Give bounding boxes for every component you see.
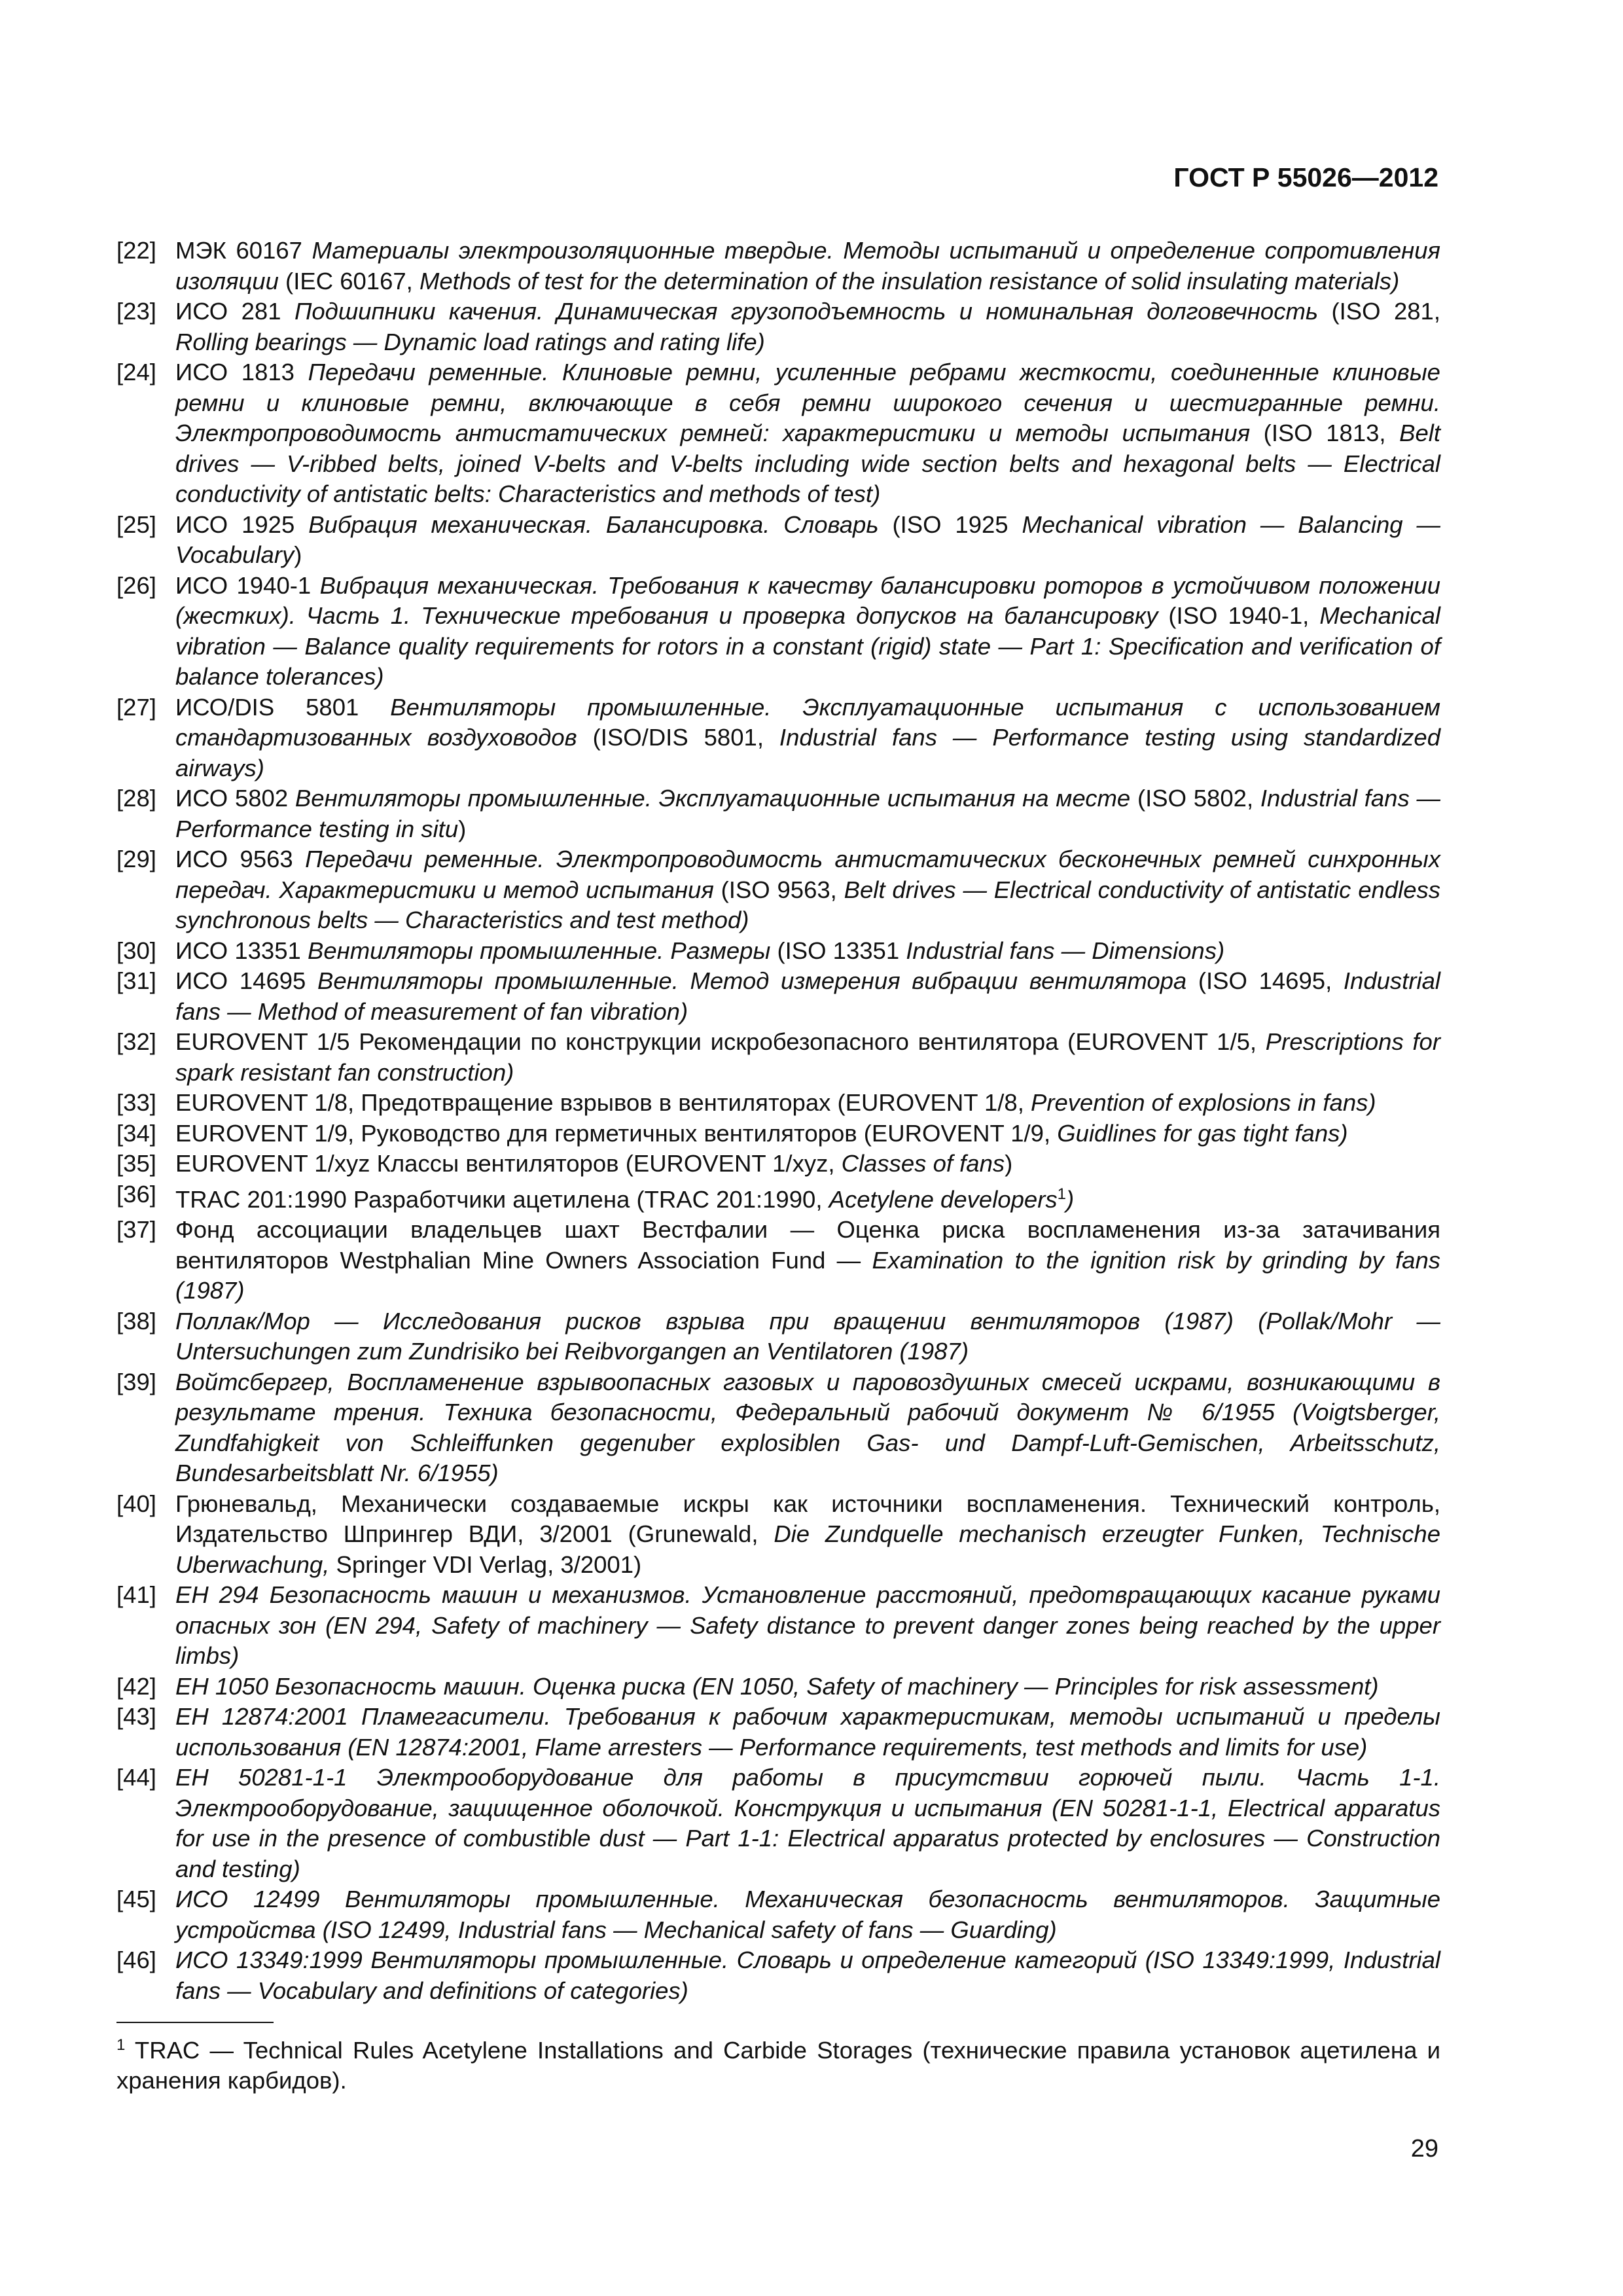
footnote-ref-mark: 1 [1057,1185,1066,1203]
reference-segment: EUROVENT 1/8, Предотвращение взрывов в вентиляторах (EUROVENT 1/8, [175,1089,1031,1116]
reference-segment: ИСО 5802 [175,785,295,812]
reference-segment: ИСО 13349:1999 Вентиляторы промышленные. Словарь и определение категорий (ISO 13349:1999, Industrial fans — Vocabulary and definitions of categories) [175,1946,1440,2004]
reference-number: [34] [116,1119,156,1147]
reference-number: [33] [116,1089,156,1116]
reference-text [175,1088,1440,1119]
reference-segment: EUROVENT 1/9, Руководство для герметичных вентиляторов (EUROVENT 1/9, [175,1119,1058,1147]
reference-number: [41] [116,1581,156,1609]
reference-segment: Вибрация механическая. Требования к качеству балансировки роторов в устойчивом положении (жестких). Часть 1. Технические требования и проверка допусков на балансировку [175,571,1440,629]
reference-number: [26] [116,571,156,599]
reference-segment: Вентиляторы промышленные. Метод измерения вибрации вентилятора [317,967,1187,994]
reference-segment: ) [458,815,467,842]
reference-segment: (ISO/DIS 5801, [577,724,779,751]
reference-number: [46] [116,1946,156,1974]
reference-list [116,236,1440,2006]
reference-segment: Prescriptions for spark resistant fan construction) [175,1028,1441,1086]
reference-segment: Methods of test for the determination of the insulation resistance of solid insulating materials) [419,267,1400,295]
reference-segment: (ISO 5802, [1130,785,1260,812]
reference-segment: EUROVENT 1/5 Рекомендации по конструкции искробезопасного вентилятора (EUROVENT 1/5, [175,1028,1266,1055]
reference-number: [31] [116,967,156,994]
reference-segment: Prevention of explosions in fans) [1031,1089,1376,1116]
reference-text [175,1672,1440,1702]
reference-segment: Springer VDI Verlag, 3/2001) [329,1551,642,1578]
reference-text [175,1702,1440,1763]
reference-text [175,936,1440,967]
reference-number: [44] [116,1764,156,1791]
reference-segment: Вентиляторы промышленные. Размеры [307,937,771,964]
reference-text [175,1884,1440,1945]
reference-segment: Classes of fans [841,1150,1005,1177]
reference-segment: Войтсбергер, Воспламенение взрывоопасных газовых и паровоздушных смесей искрами, возникающими в результате трения. Техника безопасности, Федеральный рабочий документ № 6/1955 (Voigtsberger, Zundfahigkeit von Schleiffunken gegenuber explosiblen Gas- und Dampf-Luft-Gemischen, Arbeitsschutz, Bundesarbeitsblatt Nr. 6/1955) [175,1368,1440,1487]
reference-segment: ИСО 14695 [175,967,318,994]
reference-item [116,296,1440,357]
reference-segment: Rolling bearings — Dynamic load ratings and rating life) [175,328,765,355]
reference-text [175,1580,1440,1672]
reference-item [116,510,1440,571]
reference-segment: TRAC 201:1990 Разработчики ацетилена (TRAC 201:1990, [175,1185,829,1213]
reference-segment: Вентиляторы промышленные. Эксплуатационные испытания с использованием стандартизованных воздуховодов [175,693,1441,751]
reference-item [116,1763,1440,1884]
reference-segment: ИСО 1940-1 [175,571,320,599]
reference-segment: Belt drives — Electrical conductivity of antistatic endless synchronous belts — Characteristics and test method) [175,876,1441,933]
reference-segment: Belt drives — V-ribbed belts, joined V-belts and V-belts including wide section belts and hexagonal belts — Electrical conductivity of antistatic belts: Characteristics and methods of test) [175,420,1441,507]
reference-number: [24] [116,359,156,386]
reference-segment: ИСО 12499 Вентиляторы промышленные. Механическая безопасность вентиляторов. Защитные устройства (ISO 12499, Industrial fans — Mechanical safety of fans — Guarding) [175,1886,1440,1943]
footnote-separator [116,2022,274,2023]
reference-item [116,783,1440,844]
reference-item [116,1088,1440,1119]
reference-item [116,1702,1440,1763]
reference-segment: (ISO 14695, [1186,967,1344,994]
reference-segment: ЕН 294 Безопасность машин и механизмов. Установление расстояний, предотвращающих касание руками опасных зон (EN 294, Safety of machinery — Safety distance to prevent danger zones being reached by the upper limbs) [175,1581,1440,1670]
reference-number: [35] [116,1150,156,1177]
reference-segment: Mechanical vibration — Balancing — Vocabulary [175,511,1440,568]
reference-text [175,1306,1440,1367]
reference-item [116,1215,1440,1306]
reference-segment: ЕН 12874:2001 Пламегасители. Требования к рабочим характеристикам, методы испытаний и пределы использования (EN 12874:2001, Flame arresters — Performance requirements, test methods and limits for use) [175,1703,1440,1761]
reference-segment: ) [1005,1150,1013,1177]
reference-segment: (ISO 1940-1, [1158,602,1320,629]
footnote-text: TRAC — Technical Rules Acetylene Installations and Carbide Storages (технические правила установок ацетилена и хранения карбидов). [116,2037,1440,2094]
reference-number: [23] [116,298,156,325]
reference-text [175,1763,1440,1884]
reference-text [175,966,1440,1027]
reference-text [175,783,1440,844]
reference-text [175,1945,1440,2006]
reference-text [175,571,1440,692]
reference-segment: Материалы электроизоляционные твердые. Методы испытаний и определение сопротивления изоляции [175,237,1441,295]
reference-segment: Поллак/Мор — Исследования рисков взрыва при вращении вентиляторов (1987) (Pollak/Mohr — Untersuchungen zum Zundrisiko bei Reibvorgangen an Ventilatoren (1987) [175,1307,1440,1365]
reference-segment: Передачи ременные. Электропроводимость антистатических бесконечных ремней синхронных передач. Характеристики и метод испытания [175,846,1440,903]
reference-number: [42] [116,1672,156,1700]
reference-segment: ) [294,541,302,568]
reference-segment: Industrial fans — Performance testing in situ [175,785,1441,842]
reference-item [116,1149,1440,1179]
reference-item [116,966,1440,1027]
reference-segment: EUROVENT 1/xyz Классы вентиляторов (EUROVENT 1/xyz, [175,1150,842,1177]
reference-segment: Die Zundquelle mechanisch erzeugter Funken, Technische Uberwachung, [175,1520,1440,1578]
reference-segment: Подшипники качения. Динамическая грузоподъемность и номинальная долговечность [294,298,1319,325]
footnote [116,2036,1440,2096]
reference-item [116,571,1440,692]
reference-text [175,692,1440,784]
reference-segment: ИСО 281 [175,298,294,325]
reference-number: [39] [116,1368,156,1395]
reference-item [116,844,1440,936]
reference-segment: Фонд ассоциации владельцев шахт Вестфалии — Оценка риска воспламенения из-за затачивания вентиляторов Westphalian Mine Owners Association Fund — [175,1216,1440,1274]
reference-segment: Mechanical vibration — Balance quality requirements for rotors in a constant (rigid) state — Part 1: Specification and verification of balance tolerances) [175,602,1440,690]
reference-segment: Грюневальд, Механически создаваемые искры как источники воспламенения. Технический контроль, Издательство Шпрингер ВДИ, 3/2001 (Grunewald, [175,1490,1440,1548]
reference-segment: (ISO 9563, [713,876,844,903]
reference-segment: Industrial fans — Performance testing using standardized airways) [175,724,1441,781]
footnote-mark: 1 [116,2036,126,2054]
reference-number: [25] [116,511,156,538]
reference-segment: Вентиляторы промышленные. Эксплуатационные испытания на месте [294,785,1131,812]
reference-item [116,1945,1440,2006]
reference-segment: ИСО 13351 [175,937,308,964]
reference-text [175,357,1440,510]
reference-number: [37] [116,1216,156,1244]
reference-number: [36] [116,1180,156,1208]
reference-number: [38] [116,1307,156,1335]
reference-item [116,1027,1440,1088]
reference-item [116,1489,1440,1581]
reference-text [175,236,1440,296]
reference-item [116,1884,1440,1945]
reference-text [175,1027,1440,1088]
reference-text [175,510,1440,571]
reference-segment: Guidlines for gas tight fans) [1057,1119,1348,1147]
reference-segment: Вибрация механическая. Балансировка. Словарь [308,511,879,538]
reference-item [116,936,1440,967]
reference-number: [45] [116,1886,156,1913]
reference-text [175,1179,1440,1215]
reference-text [175,1119,1440,1149]
reference-item [116,357,1440,510]
reference-item [116,1367,1440,1489]
reference-segment: (ISO 13351 [770,937,906,964]
reference-segment: ЕН 50281-1-1 Электрооборудование для работы в присутствии горючей пыли. Часть 1-1. Электрооборудование, защищенное оболочкой. Конструкция и испытания (EN 50281-1-1, Electrical apparatus for use in the presence of combustible dust — Part 1-1: Electrical apparatus protected by enclosures — Construction and testing) [175,1764,1440,1882]
reference-number: [43] [116,1703,156,1731]
reference-number: [27] [116,693,156,721]
reference-segment: Industrial fans — Method of measurement of fan vibration) [175,967,1440,1025]
reference-segment: Acetylene developers [829,1185,1058,1213]
reference-item [116,1119,1440,1149]
reference-item [116,236,1440,296]
reference-segment: ИСО/DIS 5801 [175,693,391,721]
reference-item [116,692,1440,784]
reference-segment: МЭК 60167 [175,237,312,264]
reference-segment: ИСО 1925 [175,511,309,538]
reference-item [116,1580,1440,1672]
reference-segment: ЕН 1050 Безопасность машин. Оценка риска (EN 1050, Safety of machinery — Principles for risk assessment) [175,1672,1379,1700]
document-code: ГОСТ Р 55026—2012 [1173,162,1438,192]
reference-segment: ИСО 9563 [175,846,306,872]
reference-item [116,1179,1440,1215]
reference-number: [40] [116,1490,156,1517]
reference-item [116,1672,1440,1702]
reference-segment: Industrial fans — Dimensions) [906,937,1225,964]
reference-item [116,1306,1440,1367]
reference-segment: Examination to the ignition risk by grinding by fans (1987) [175,1246,1440,1304]
reference-text [175,1367,1440,1489]
reference-number: [29] [116,846,156,872]
reference-segment: (ISO 281, [1318,298,1440,325]
reference-number: [30] [116,937,156,964]
reference-text [175,844,1440,936]
reference-number: [28] [116,785,156,812]
reference-segment: (IEC 60167, [278,267,419,295]
page-number: 29 [1410,2135,1438,2162]
reference-segment: ) [1065,1185,1075,1213]
reference-text [175,296,1440,357]
reference-segment: (ISO 1925 [878,511,1022,538]
reference-text [175,1215,1440,1306]
reference-text [175,1489,1440,1581]
reference-segment: ИСО 1813 [175,359,308,386]
reference-text [175,1149,1440,1179]
reference-number: [22] [116,237,156,264]
reference-segment: Передачи ременные. Клиновые ремни, усиленные ребрами жесткости, соединенные клиновые ремни и клиновые ремни, включающие в себя ремни широкого сечения и шестигранные ремни. Электропроводимость антистатических ремней: характеристики и методы испытания [175,359,1440,446]
reference-segment: (ISO 1813, [1250,420,1400,446]
reference-number: [32] [116,1028,156,1055]
